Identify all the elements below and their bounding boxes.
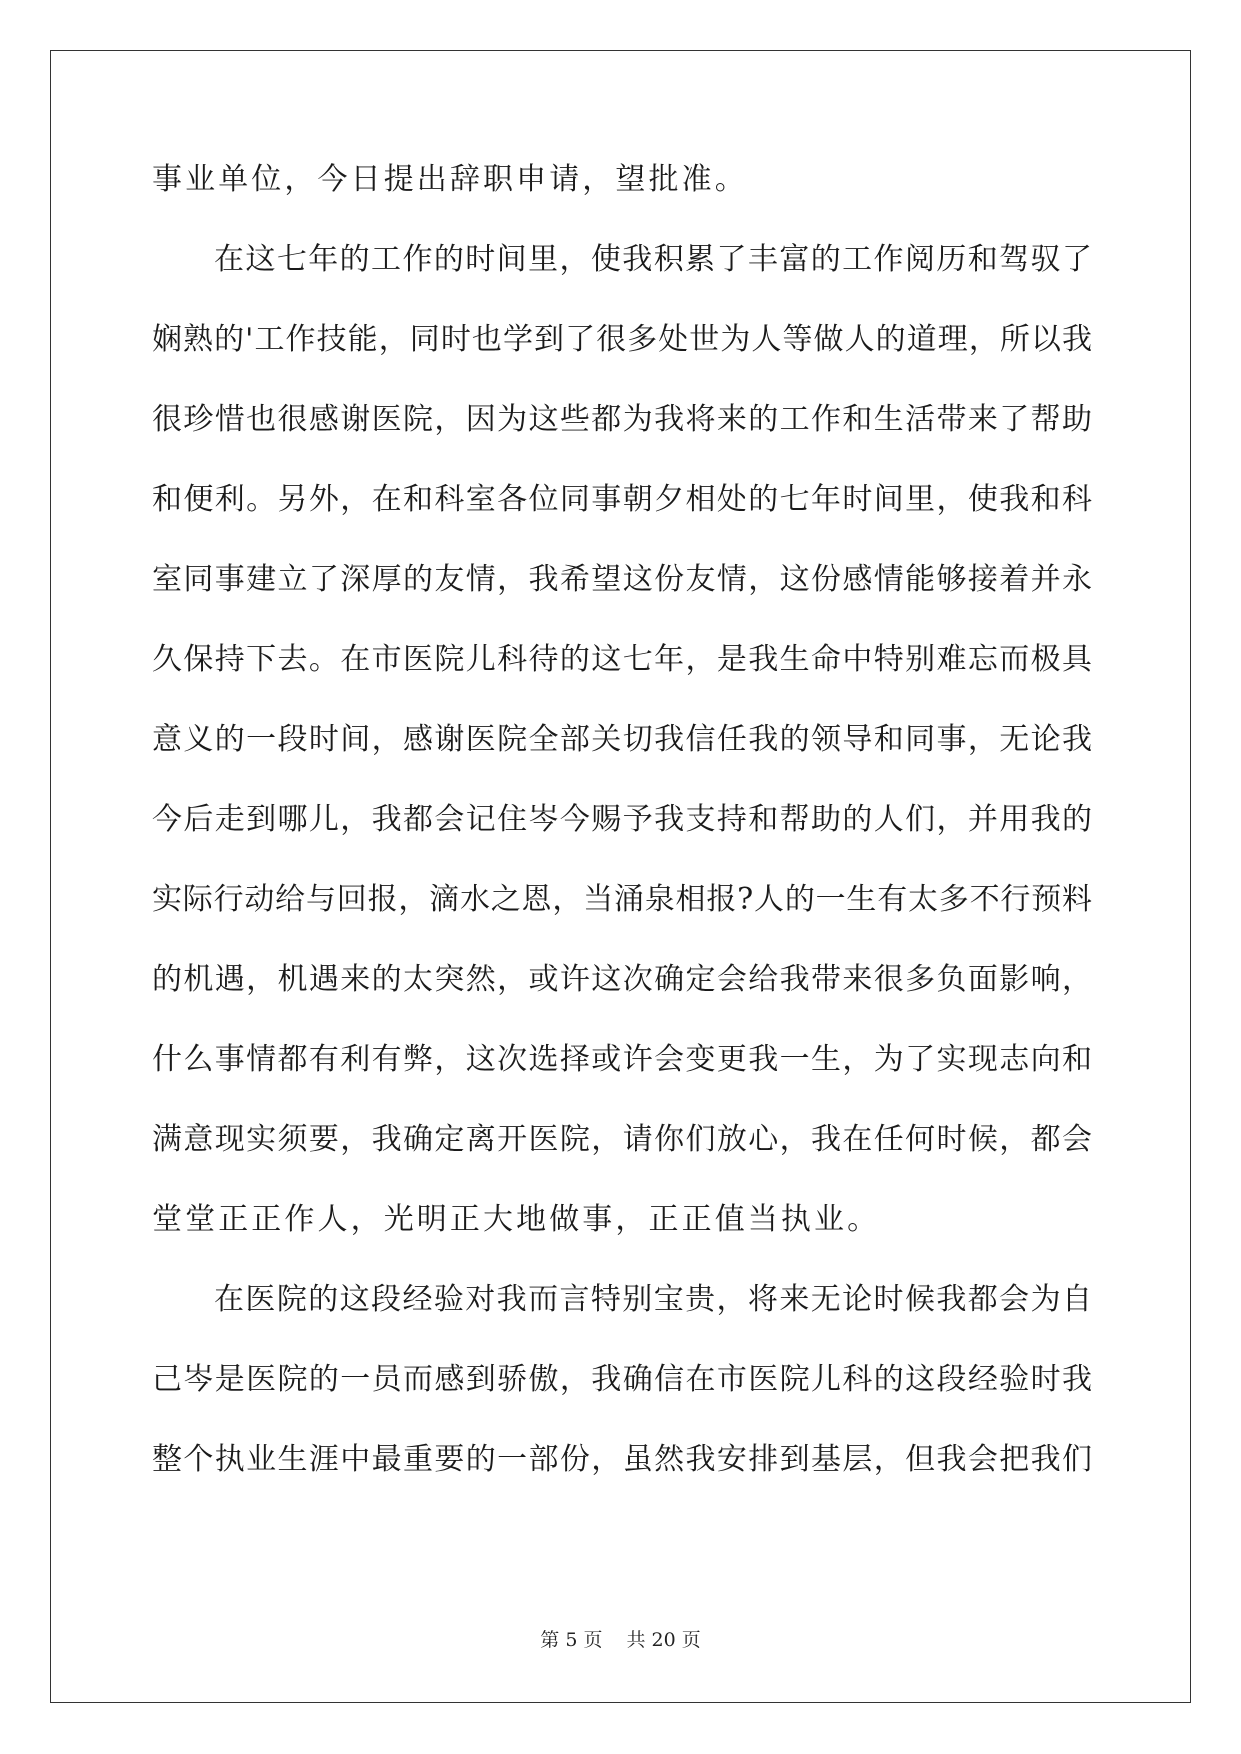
text-line: 实际行动给与回报，滴水之恩，当涌泉相报?人的一生有太多不行预料 xyxy=(152,882,1092,917)
text-line: 意义的一段时间，感谢医院全部关切我信任我的领导和同事，无论我 xyxy=(152,722,1092,757)
text-line: 久保持下去。在市医院儿科待的这七年，是我生命中特别难忘而极具 xyxy=(152,642,1092,677)
text-line: 满意现实须要，我确定离开医院，请你们放心，我在任何时候，都会 xyxy=(152,1122,1092,1157)
page-total: 共 20 页 xyxy=(626,1629,701,1651)
text-line: 己岑是医院的一员而感到骄傲，我确信在市医院儿科的这段经验时我 xyxy=(152,1362,1092,1397)
text-line: 的机遇，机遇来的太突然，或许这次确定会给我带来很多负面影响， xyxy=(152,962,1092,997)
text-line: 在这七年的工作的时间里，使我积累了丰富的工作阅历和驾驭了 xyxy=(214,242,1092,277)
text-line: 和便利。另外，在和科室各位同事朝夕相处的七年时间里，使我和科 xyxy=(152,482,1092,517)
page-number: 第 5 页 xyxy=(540,1629,603,1651)
text-line: 什么事情都有利有弊，这次选择或许会变更我一生，为了实现志向和 xyxy=(152,1042,1092,1077)
text-line: 娴熟的'工作技能，同时也学到了很多处世为人等做人的道理，所以我 xyxy=(152,322,1092,357)
document-body xyxy=(152,160,1092,1520)
text-line: 事业单位，今日提出辞职申请，望批准。 xyxy=(152,162,748,197)
text-line: 今后走到哪儿，我都会记住岑今赐予我支持和帮助的人们，并用我的 xyxy=(152,802,1092,837)
text-line: 在医院的这段经验对我而言特别宝贵，将来无论时候我都会为自 xyxy=(214,1282,1092,1317)
text-line: 堂堂正正作人，光明正大地做事，正正值当执业。 xyxy=(152,1202,881,1237)
text-line: 室同事建立了深厚的友情，我希望这份友情，这份感情能够接着并永 xyxy=(152,562,1092,597)
text-line: 整个执业生涯中最重要的一部份，虽然我安排到基层，但我会把我们 xyxy=(152,1442,1092,1477)
text-line: 很珍惜也很感谢医院，因为这些都为我将来的工作和生活带来了帮助 xyxy=(152,402,1092,437)
page-footer xyxy=(0,1625,1241,1652)
